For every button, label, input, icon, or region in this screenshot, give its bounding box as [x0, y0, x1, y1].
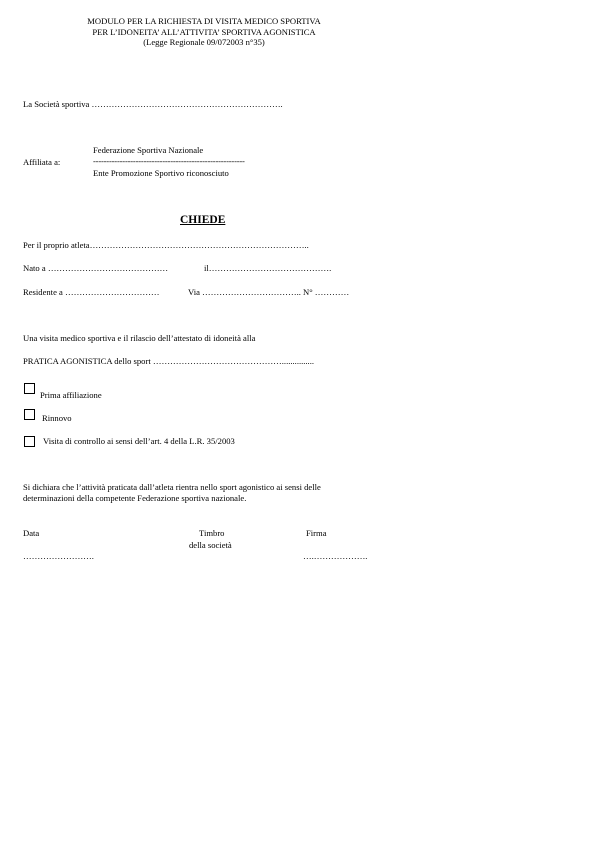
- option-prima-affiliazione-label: Prima affiliazione: [40, 390, 102, 400]
- atleta-field[interactable]: Per il proprio atleta…………………………………………………………………..: [23, 240, 309, 250]
- firma-signature-line[interactable]: ….……………….: [303, 551, 368, 561]
- timbro-sub-label: della società: [189, 540, 232, 550]
- checkbox-visita-controllo[interactable]: [24, 436, 35, 447]
- option-visita-controllo-label: Visita di controllo ai sensi dell’art. 4 della L.R. 35/2003: [43, 436, 235, 446]
- header-title-line-1: MODULO PER LA RICHIESTA DI VISITA MEDICO SPORTIVA: [87, 16, 321, 26]
- checkbox-rinnovo[interactable]: [24, 409, 35, 420]
- firma-label: Firma: [306, 528, 327, 538]
- affiliata-option-ente[interactable]: Ente Promozione Sportivo riconosciuto: [93, 168, 229, 178]
- chiede-title: CHIEDE: [180, 214, 226, 226]
- societa-sportiva-field[interactable]: La Società sportiva ………………………………………………………….: [23, 99, 283, 109]
- nato-a-field[interactable]: Nato a ……………………………………: [23, 263, 169, 273]
- affiliata-label: Affiliata a:: [23, 157, 61, 167]
- checkbox-prima-affiliazione[interactable]: [24, 383, 35, 394]
- affiliata-separator: ---------------------------------------------------------: [93, 156, 245, 166]
- option-rinnovo-label: Rinnovo: [42, 413, 72, 423]
- data-nascita-field[interactable]: il…………………………………….: [204, 263, 332, 273]
- header-law-reference: (Legge Regionale 09/072003 n°35): [143, 37, 265, 47]
- declaration-line-1: Si dichiara che l’attività praticata dall’atleta rientra nello sport agonistico ai sensi delle: [23, 482, 321, 492]
- header-title-line-2: PER L’IDONEITA’ ALL’ATTIVITA’ SPORTIVA AGONISTICA: [92, 26, 316, 37]
- document-header: [0, 16, 408, 48]
- via-field[interactable]: Via …………………………….. N° …………: [188, 287, 350, 297]
- pratica-agonistica-field[interactable]: PRATICA AGONISTICA dello sport ………………………………………...............: [23, 356, 315, 366]
- data-label: Data: [23, 528, 40, 538]
- residente-field[interactable]: Residente a ……………………………: [23, 287, 160, 297]
- affiliata-option-federazione[interactable]: Federazione Sportiva Nazionale: [93, 145, 204, 155]
- data-signature-line[interactable]: …………………….: [23, 551, 94, 561]
- timbro-label: Timbro: [199, 528, 225, 538]
- declaration-line-2: determinazioni della competente Federazione sportiva nazionale.: [23, 493, 247, 503]
- request-text-line-1: Una visita medico sportiva e il rilascio dell’attestato di idoneità alla: [23, 333, 256, 343]
